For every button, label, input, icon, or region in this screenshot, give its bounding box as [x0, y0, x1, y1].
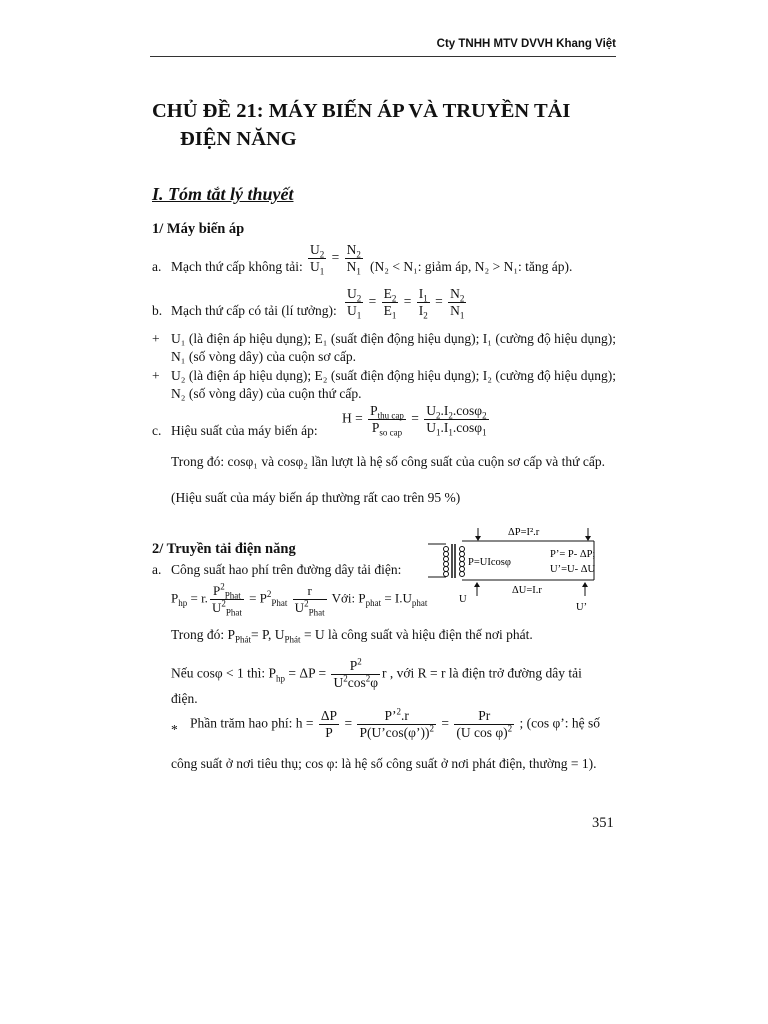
plus-bullet-1: + — [152, 331, 160, 346]
chapter-title-line2: ĐIỆN NĂNG — [180, 128, 297, 150]
formula-ratio-load: $\frac{U_2}{U_1}$ = $\frac{E_2}{E_1}$ = $\frac{I_1}{I_2}$ = $\frac{N_2}{N_1}$ — [347, 286, 465, 321]
primary-coil-description: U₁ (là điện áp hiệu dụng); E₁ (suất điện động hiệu dụng); I₁ (cường độ hiệu dụng); N₁ (số vòng dây) của cuộn sơ cấp. — [171, 331, 616, 364]
efficiency-note: (Hiệu suất của máy biến áp thường rất cao trên 95 %) — [171, 490, 461, 505]
transmission-where: Trong đó: $P_{Phát}= P$, $U_{Phát} = U$ là công suất và hiệu điện thế nơi phát. — [171, 627, 533, 645]
formula-percent-loss: Phần trăm hao phí: h = $\frac{\Delta P}{P}$ = $\frac{P’^2.r}{P(U’\cos(\varphi’))^2}$ = $\frac{Pr}{(U \cos \varphi)^2}$ ; (cos φ’: hệ số — [190, 706, 601, 740]
formula-ratio-noload: $\frac{U_2}{U_1}$ = $\frac{N_2}{N_1}$ — [310, 242, 361, 277]
diagram-uprime-label: U’ — [576, 602, 588, 613]
secondary-coil-description: U₂ (là điện áp hiệu dụng); E₂ (suất điện động hiệu dụng); I₂ (cường độ hiệu dụng); N₂ (số vòng dây) của cuộn thứ cấp. — [171, 368, 616, 401]
page-header — [150, 36, 616, 57]
formula-efficiency: H = $\frac{P_{thu cap}}{P_{so cap}}$ = $\frac{U_2.I_2.\cos\varphi_2}{U_1.I_1.\cos\varphi_1}$ — [342, 403, 487, 438]
cos-tail-line2: điện. — [171, 691, 198, 706]
diagram-du-label: ΔU=I.r — [512, 585, 542, 596]
with-label: Với: — [331, 590, 356, 606]
publisher-name: Cty TNHH MTV DVVH Khang Việt — [436, 38, 616, 50]
item-c-label: c. — [152, 423, 162, 438]
percent-star: * — [171, 722, 178, 737]
chapter-title-line1: CHỦ ĐỀ 21: MÁY BIẾN ÁP VÀ TRUYỀN TẢI — [152, 100, 571, 122]
efficiency-where: Trong đó: cosφ₁ và cosφ₂ lần lượt là hệ số công suất của cuộn sơ cấp và thứ cấp. — [171, 454, 605, 469]
transformer-heading: 1/ Máy biến áp — [152, 221, 245, 237]
plus-bullet-2: + — [152, 368, 160, 383]
percent-tail-line2: công suất ở nơi tiêu thụ; cos φ: là hệ số công suất ở nơi phát điện, thường = 1). — [171, 756, 597, 771]
item-a-text: Mạch thứ cấp không tải: — [171, 259, 303, 274]
page-number: 351 — [592, 815, 614, 831]
item-a-label: a. — [152, 259, 162, 274]
formula-power-loss: $P_{hp} = r$. $\frac{P^2_{Phat}}{U^2_{Phat}}$ = $P^2_{Phat}$ $\frac{r}{U^2_{Phat}}$ Với: $P_{phat} = I.U_{phat}$ — [171, 581, 428, 618]
item-a-note: (N₂ < N₁: giảm áp, N₂ > N₁: tăng áp). — [370, 259, 573, 274]
diagram-p-label: P=UIcosφ — [468, 557, 511, 568]
transmission-a-label: a. — [152, 562, 162, 577]
section-title: I. Tóm tắt lý thuyết — [152, 184, 294, 204]
transmission-heading: 2/ Truyền tải điện năng — [152, 541, 296, 557]
item-b-label: b. — [152, 303, 163, 318]
formula-cos-loss: Nếu cosφ < 1 thì: $P_{hp} = \Delta P$ = $\frac{P^2}{U^2\cos^2\varphi}$ r , với R = r là điện trở đường dây tải — [171, 656, 582, 690]
diagram-u-label: U — [459, 594, 467, 605]
transmission-a-text: Công suất hao phí trên đường dây tải điện: — [171, 562, 402, 577]
diagram-dp-label: ΔP=I².r — [508, 527, 540, 538]
diagram-pout-label: P’= P- ΔP; — [550, 549, 596, 560]
item-c-text: Hiệu suất của máy biến áp: — [171, 423, 318, 438]
transformer-coil-icon — [444, 541, 469, 580]
item-b-text: Mạch thứ cấp có tải (lí tưởng): — [171, 303, 337, 318]
diagram-uout-label: U’=U- ΔU — [550, 564, 596, 575]
chapter-title — [152, 97, 570, 153]
transmission-diagram — [428, 522, 618, 614]
